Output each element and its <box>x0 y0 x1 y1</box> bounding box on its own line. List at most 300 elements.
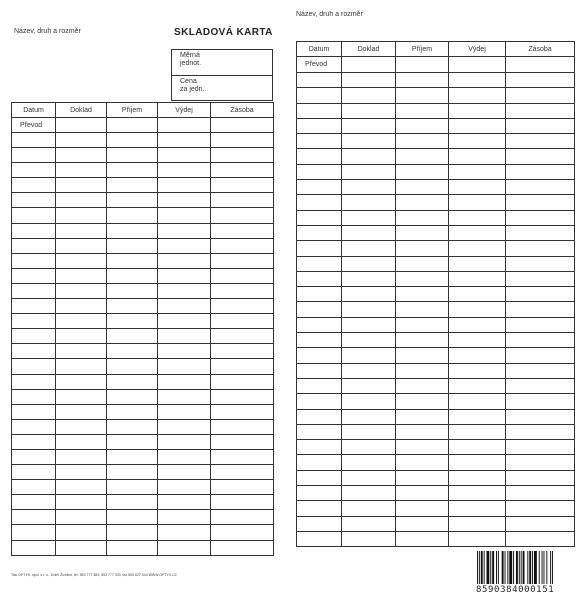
left-cell[interactable] <box>107 163 158 178</box>
right-cell[interactable] <box>297 180 342 195</box>
left-cell[interactable] <box>107 359 158 374</box>
left-cell[interactable] <box>211 344 274 359</box>
right-cell[interactable] <box>449 486 506 501</box>
left-cell[interactable] <box>211 540 274 555</box>
left-cell[interactable] <box>12 404 56 419</box>
right-cell[interactable] <box>342 302 396 317</box>
right-cell[interactable] <box>506 57 575 73</box>
right-cell[interactable] <box>449 103 506 118</box>
left-cell[interactable] <box>107 208 158 223</box>
right-cell[interactable] <box>396 302 449 317</box>
left-cell[interactable] <box>211 329 274 344</box>
right-cell[interactable] <box>396 394 449 409</box>
right-cell[interactable] <box>506 470 575 485</box>
right-cell[interactable] <box>342 118 396 133</box>
left-cell[interactable] <box>107 465 158 480</box>
right-cell[interactable] <box>297 455 342 470</box>
left-cell[interactable] <box>56 434 107 449</box>
left-cell[interactable] <box>107 238 158 253</box>
right-cell[interactable] <box>449 241 506 256</box>
left-cell[interactable] <box>12 480 56 495</box>
left-cell[interactable] <box>107 329 158 344</box>
right-cell[interactable] <box>449 501 506 516</box>
right-cell[interactable] <box>506 149 575 164</box>
right-cell[interactable] <box>342 394 396 409</box>
left-cell[interactable] <box>56 118 107 133</box>
right-transfer-label[interactable]: Převod <box>297 57 342 73</box>
right-cell[interactable] <box>506 394 575 409</box>
left-cell[interactable] <box>158 193 211 208</box>
left-cell[interactable] <box>158 434 211 449</box>
right-cell[interactable] <box>449 455 506 470</box>
right-cell[interactable] <box>506 134 575 149</box>
left-cell[interactable] <box>56 449 107 464</box>
right-cell[interactable] <box>396 363 449 378</box>
left-cell[interactable] <box>12 449 56 464</box>
left-cell[interactable] <box>12 268 56 283</box>
right-cell[interactable] <box>506 180 575 195</box>
left-cell[interactable] <box>56 253 107 268</box>
right-cell[interactable] <box>342 271 396 286</box>
right-cell[interactable] <box>396 287 449 302</box>
right-cell[interactable] <box>297 195 342 210</box>
left-cell[interactable] <box>158 283 211 298</box>
right-cell[interactable] <box>342 180 396 195</box>
left-cell[interactable] <box>211 404 274 419</box>
right-cell[interactable] <box>506 103 575 118</box>
left-cell[interactable] <box>107 389 158 404</box>
right-cell[interactable] <box>297 440 342 455</box>
right-cell[interactable] <box>396 424 449 439</box>
right-cell[interactable] <box>342 333 396 348</box>
right-cell[interactable] <box>396 317 449 332</box>
right-cell[interactable] <box>449 287 506 302</box>
left-cell[interactable] <box>158 148 211 163</box>
right-cell[interactable] <box>449 134 506 149</box>
right-cell[interactable] <box>297 317 342 332</box>
right-cell[interactable] <box>396 409 449 424</box>
right-cell[interactable] <box>342 516 396 531</box>
right-cell[interactable] <box>449 302 506 317</box>
right-cell[interactable] <box>396 164 449 179</box>
left-cell[interactable] <box>12 389 56 404</box>
left-cell[interactable] <box>56 540 107 555</box>
right-cell[interactable] <box>449 271 506 286</box>
left-cell[interactable] <box>56 359 107 374</box>
right-cell[interactable] <box>297 409 342 424</box>
left-cell[interactable] <box>56 525 107 540</box>
left-cell[interactable] <box>12 314 56 329</box>
left-cell[interactable] <box>158 510 211 525</box>
right-cell[interactable] <box>297 501 342 516</box>
right-cell[interactable] <box>297 333 342 348</box>
right-cell[interactable] <box>506 333 575 348</box>
left-cell[interactable] <box>158 465 211 480</box>
right-cell[interactable] <box>297 210 342 225</box>
right-cell[interactable] <box>449 348 506 363</box>
left-cell[interactable] <box>211 208 274 223</box>
left-cell[interactable] <box>158 359 211 374</box>
right-cell[interactable] <box>396 210 449 225</box>
left-cell[interactable] <box>107 283 158 298</box>
left-cell[interactable] <box>158 404 211 419</box>
left-cell[interactable] <box>211 163 274 178</box>
right-cell[interactable] <box>449 88 506 103</box>
right-cell[interactable] <box>297 256 342 271</box>
left-cell[interactable] <box>12 540 56 555</box>
left-cell[interactable] <box>12 374 56 389</box>
right-cell[interactable] <box>449 516 506 531</box>
left-cell[interactable] <box>107 449 158 464</box>
left-cell[interactable] <box>211 193 274 208</box>
right-cell[interactable] <box>396 333 449 348</box>
right-cell[interactable] <box>297 516 342 531</box>
left-cell[interactable] <box>12 329 56 344</box>
right-cell[interactable] <box>506 440 575 455</box>
left-cell[interactable] <box>158 389 211 404</box>
left-cell[interactable] <box>12 148 56 163</box>
left-transfer-label[interactable]: Převod <box>12 118 56 133</box>
left-cell[interactable] <box>158 133 211 148</box>
right-cell[interactable] <box>342 164 396 179</box>
left-cell[interactable] <box>211 434 274 449</box>
left-cell[interactable] <box>211 148 274 163</box>
right-cell[interactable] <box>449 57 506 73</box>
right-cell[interactable] <box>396 57 449 73</box>
left-cell[interactable] <box>158 178 211 193</box>
left-cell[interactable] <box>211 223 274 238</box>
left-cell[interactable] <box>158 495 211 510</box>
left-cell[interactable] <box>107 434 158 449</box>
left-cell[interactable] <box>56 193 107 208</box>
left-cell[interactable] <box>211 419 274 434</box>
left-cell[interactable] <box>211 268 274 283</box>
right-cell[interactable] <box>396 103 449 118</box>
left-cell[interactable] <box>56 495 107 510</box>
left-cell[interactable] <box>12 253 56 268</box>
left-cell[interactable] <box>107 525 158 540</box>
left-cell[interactable] <box>211 133 274 148</box>
right-cell[interactable] <box>342 210 396 225</box>
right-cell[interactable] <box>506 73 575 88</box>
right-cell[interactable] <box>297 134 342 149</box>
left-cell[interactable] <box>158 540 211 555</box>
right-cell[interactable] <box>506 455 575 470</box>
right-cell[interactable] <box>396 348 449 363</box>
left-cell[interactable] <box>56 238 107 253</box>
right-cell[interactable] <box>449 531 506 546</box>
right-cell[interactable] <box>396 516 449 531</box>
right-cell[interactable] <box>449 256 506 271</box>
right-cell[interactable] <box>396 225 449 240</box>
left-cell[interactable] <box>12 163 56 178</box>
right-cell[interactable] <box>449 317 506 332</box>
left-cell[interactable] <box>56 208 107 223</box>
right-cell[interactable] <box>297 424 342 439</box>
left-cell[interactable] <box>158 163 211 178</box>
right-cell[interactable] <box>506 409 575 424</box>
right-cell[interactable] <box>449 440 506 455</box>
left-cell[interactable] <box>12 208 56 223</box>
left-cell[interactable] <box>107 253 158 268</box>
right-cell[interactable] <box>449 164 506 179</box>
right-cell[interactable] <box>506 501 575 516</box>
right-cell[interactable] <box>396 531 449 546</box>
left-cell[interactable] <box>107 540 158 555</box>
right-cell[interactable] <box>297 470 342 485</box>
left-cell[interactable] <box>211 525 274 540</box>
right-cell[interactable] <box>396 149 449 164</box>
left-cell[interactable] <box>107 178 158 193</box>
right-cell[interactable] <box>506 225 575 240</box>
right-cell[interactable] <box>449 470 506 485</box>
left-cell[interactable] <box>56 133 107 148</box>
right-cell[interactable] <box>342 440 396 455</box>
left-cell[interactable] <box>56 223 107 238</box>
right-cell[interactable] <box>297 164 342 179</box>
right-cell[interactable] <box>297 73 342 88</box>
right-cell[interactable] <box>297 287 342 302</box>
left-cell[interactable] <box>158 314 211 329</box>
right-cell[interactable] <box>506 241 575 256</box>
right-cell[interactable] <box>342 317 396 332</box>
right-cell[interactable] <box>297 103 342 118</box>
left-cell[interactable] <box>158 208 211 223</box>
right-cell[interactable] <box>297 363 342 378</box>
right-cell[interactable] <box>297 378 342 393</box>
right-cell[interactable] <box>342 424 396 439</box>
left-cell[interactable] <box>107 404 158 419</box>
right-cell[interactable] <box>506 88 575 103</box>
left-cell[interactable] <box>107 344 158 359</box>
right-cell[interactable] <box>297 302 342 317</box>
left-cell[interactable] <box>12 465 56 480</box>
right-cell[interactable] <box>449 180 506 195</box>
right-cell[interactable] <box>297 271 342 286</box>
left-cell[interactable] <box>56 389 107 404</box>
right-cell[interactable] <box>506 271 575 286</box>
right-cell[interactable] <box>342 470 396 485</box>
left-cell[interactable] <box>211 374 274 389</box>
left-cell[interactable] <box>211 118 274 133</box>
left-cell[interactable] <box>107 510 158 525</box>
right-cell[interactable] <box>449 225 506 240</box>
right-cell[interactable] <box>396 134 449 149</box>
left-cell[interactable] <box>12 525 56 540</box>
right-cell[interactable] <box>396 241 449 256</box>
right-cell[interactable] <box>342 378 396 393</box>
left-cell[interactable] <box>12 419 56 434</box>
left-cell[interactable] <box>211 253 274 268</box>
left-cell[interactable] <box>107 133 158 148</box>
right-cell[interactable] <box>342 241 396 256</box>
right-cell[interactable] <box>342 287 396 302</box>
right-cell[interactable] <box>342 348 396 363</box>
left-cell[interactable] <box>12 178 56 193</box>
right-cell[interactable] <box>342 225 396 240</box>
left-cell[interactable] <box>12 133 56 148</box>
left-cell[interactable] <box>12 495 56 510</box>
right-cell[interactable] <box>449 424 506 439</box>
left-cell[interactable] <box>56 404 107 419</box>
right-cell[interactable] <box>506 287 575 302</box>
left-cell[interactable] <box>107 193 158 208</box>
left-cell[interactable] <box>211 480 274 495</box>
left-cell[interactable] <box>158 118 211 133</box>
right-cell[interactable] <box>342 103 396 118</box>
left-cell[interactable] <box>158 419 211 434</box>
left-cell[interactable] <box>12 283 56 298</box>
left-cell[interactable] <box>158 344 211 359</box>
right-cell[interactable] <box>449 195 506 210</box>
right-cell[interactable] <box>449 210 506 225</box>
left-cell[interactable] <box>56 314 107 329</box>
right-cell[interactable] <box>297 118 342 133</box>
left-cell[interactable] <box>158 253 211 268</box>
right-cell[interactable] <box>342 195 396 210</box>
left-cell[interactable] <box>12 238 56 253</box>
right-cell[interactable] <box>449 378 506 393</box>
right-cell[interactable] <box>506 486 575 501</box>
left-cell[interactable] <box>56 329 107 344</box>
right-cell[interactable] <box>297 348 342 363</box>
right-cell[interactable] <box>506 195 575 210</box>
right-cell[interactable] <box>342 88 396 103</box>
left-cell[interactable] <box>107 223 158 238</box>
right-cell[interactable] <box>506 378 575 393</box>
left-cell[interactable] <box>158 223 211 238</box>
left-cell[interactable] <box>158 449 211 464</box>
left-cell[interactable] <box>56 419 107 434</box>
right-cell[interactable] <box>396 440 449 455</box>
right-cell[interactable] <box>297 149 342 164</box>
left-cell[interactable] <box>107 419 158 434</box>
right-cell[interactable] <box>506 531 575 546</box>
right-cell[interactable] <box>396 180 449 195</box>
right-cell[interactable] <box>342 409 396 424</box>
right-cell[interactable] <box>396 195 449 210</box>
right-cell[interactable] <box>396 88 449 103</box>
right-cell[interactable] <box>297 241 342 256</box>
left-cell[interactable] <box>107 148 158 163</box>
right-cell[interactable] <box>449 363 506 378</box>
right-cell[interactable] <box>342 363 396 378</box>
right-cell[interactable] <box>342 531 396 546</box>
left-cell[interactable] <box>211 283 274 298</box>
right-cell[interactable] <box>396 73 449 88</box>
left-cell[interactable] <box>56 283 107 298</box>
left-cell[interactable] <box>211 178 274 193</box>
right-cell[interactable] <box>297 486 342 501</box>
right-cell[interactable] <box>506 302 575 317</box>
left-cell[interactable] <box>211 359 274 374</box>
left-cell[interactable] <box>211 449 274 464</box>
left-cell[interactable] <box>211 510 274 525</box>
right-cell[interactable] <box>506 348 575 363</box>
left-cell[interactable] <box>158 299 211 314</box>
left-cell[interactable] <box>158 329 211 344</box>
left-cell[interactable] <box>211 495 274 510</box>
right-cell[interactable] <box>297 88 342 103</box>
right-cell[interactable] <box>506 256 575 271</box>
right-cell[interactable] <box>506 317 575 332</box>
left-cell[interactable] <box>107 268 158 283</box>
right-cell[interactable] <box>396 455 449 470</box>
right-cell[interactable] <box>506 164 575 179</box>
left-cell[interactable] <box>12 299 56 314</box>
left-cell[interactable] <box>211 299 274 314</box>
left-cell[interactable] <box>107 314 158 329</box>
left-cell[interactable] <box>12 193 56 208</box>
right-cell[interactable] <box>506 118 575 133</box>
left-cell[interactable] <box>107 374 158 389</box>
left-cell[interactable] <box>211 238 274 253</box>
right-cell[interactable] <box>342 455 396 470</box>
right-cell[interactable] <box>506 363 575 378</box>
right-cell[interactable] <box>506 210 575 225</box>
right-cell[interactable] <box>297 394 342 409</box>
left-cell[interactable] <box>211 465 274 480</box>
right-cell[interactable] <box>297 225 342 240</box>
right-cell[interactable] <box>297 531 342 546</box>
left-cell[interactable] <box>12 359 56 374</box>
right-cell[interactable] <box>506 516 575 531</box>
left-cell[interactable] <box>107 480 158 495</box>
left-cell[interactable] <box>56 163 107 178</box>
right-cell[interactable] <box>342 486 396 501</box>
left-cell[interactable] <box>107 495 158 510</box>
right-cell[interactable] <box>342 149 396 164</box>
right-cell[interactable] <box>449 333 506 348</box>
left-cell[interactable] <box>158 525 211 540</box>
left-cell[interactable] <box>56 268 107 283</box>
right-cell[interactable] <box>449 409 506 424</box>
right-cell[interactable] <box>506 424 575 439</box>
left-cell[interactable] <box>158 238 211 253</box>
right-cell[interactable] <box>449 73 506 88</box>
left-cell[interactable] <box>56 374 107 389</box>
right-cell[interactable] <box>449 149 506 164</box>
left-cell[interactable] <box>56 510 107 525</box>
left-cell[interactable] <box>211 314 274 329</box>
right-cell[interactable] <box>396 256 449 271</box>
left-cell[interactable] <box>158 374 211 389</box>
left-cell[interactable] <box>107 118 158 133</box>
right-cell[interactable] <box>342 256 396 271</box>
left-cell[interactable] <box>12 223 56 238</box>
left-cell[interactable] <box>158 268 211 283</box>
left-cell[interactable] <box>56 148 107 163</box>
left-cell[interactable] <box>56 465 107 480</box>
left-cell[interactable] <box>12 344 56 359</box>
left-cell[interactable] <box>12 510 56 525</box>
right-cell[interactable] <box>449 118 506 133</box>
right-cell[interactable] <box>396 271 449 286</box>
right-cell[interactable] <box>342 134 396 149</box>
right-cell[interactable] <box>342 501 396 516</box>
left-cell[interactable] <box>158 480 211 495</box>
right-cell[interactable] <box>396 118 449 133</box>
left-cell[interactable] <box>56 344 107 359</box>
right-cell[interactable] <box>449 394 506 409</box>
left-cell[interactable] <box>211 389 274 404</box>
left-cell[interactable] <box>107 299 158 314</box>
left-cell[interactable] <box>12 434 56 449</box>
right-cell[interactable] <box>396 486 449 501</box>
right-cell[interactable] <box>396 470 449 485</box>
left-cell[interactable] <box>56 178 107 193</box>
right-cell[interactable] <box>396 501 449 516</box>
